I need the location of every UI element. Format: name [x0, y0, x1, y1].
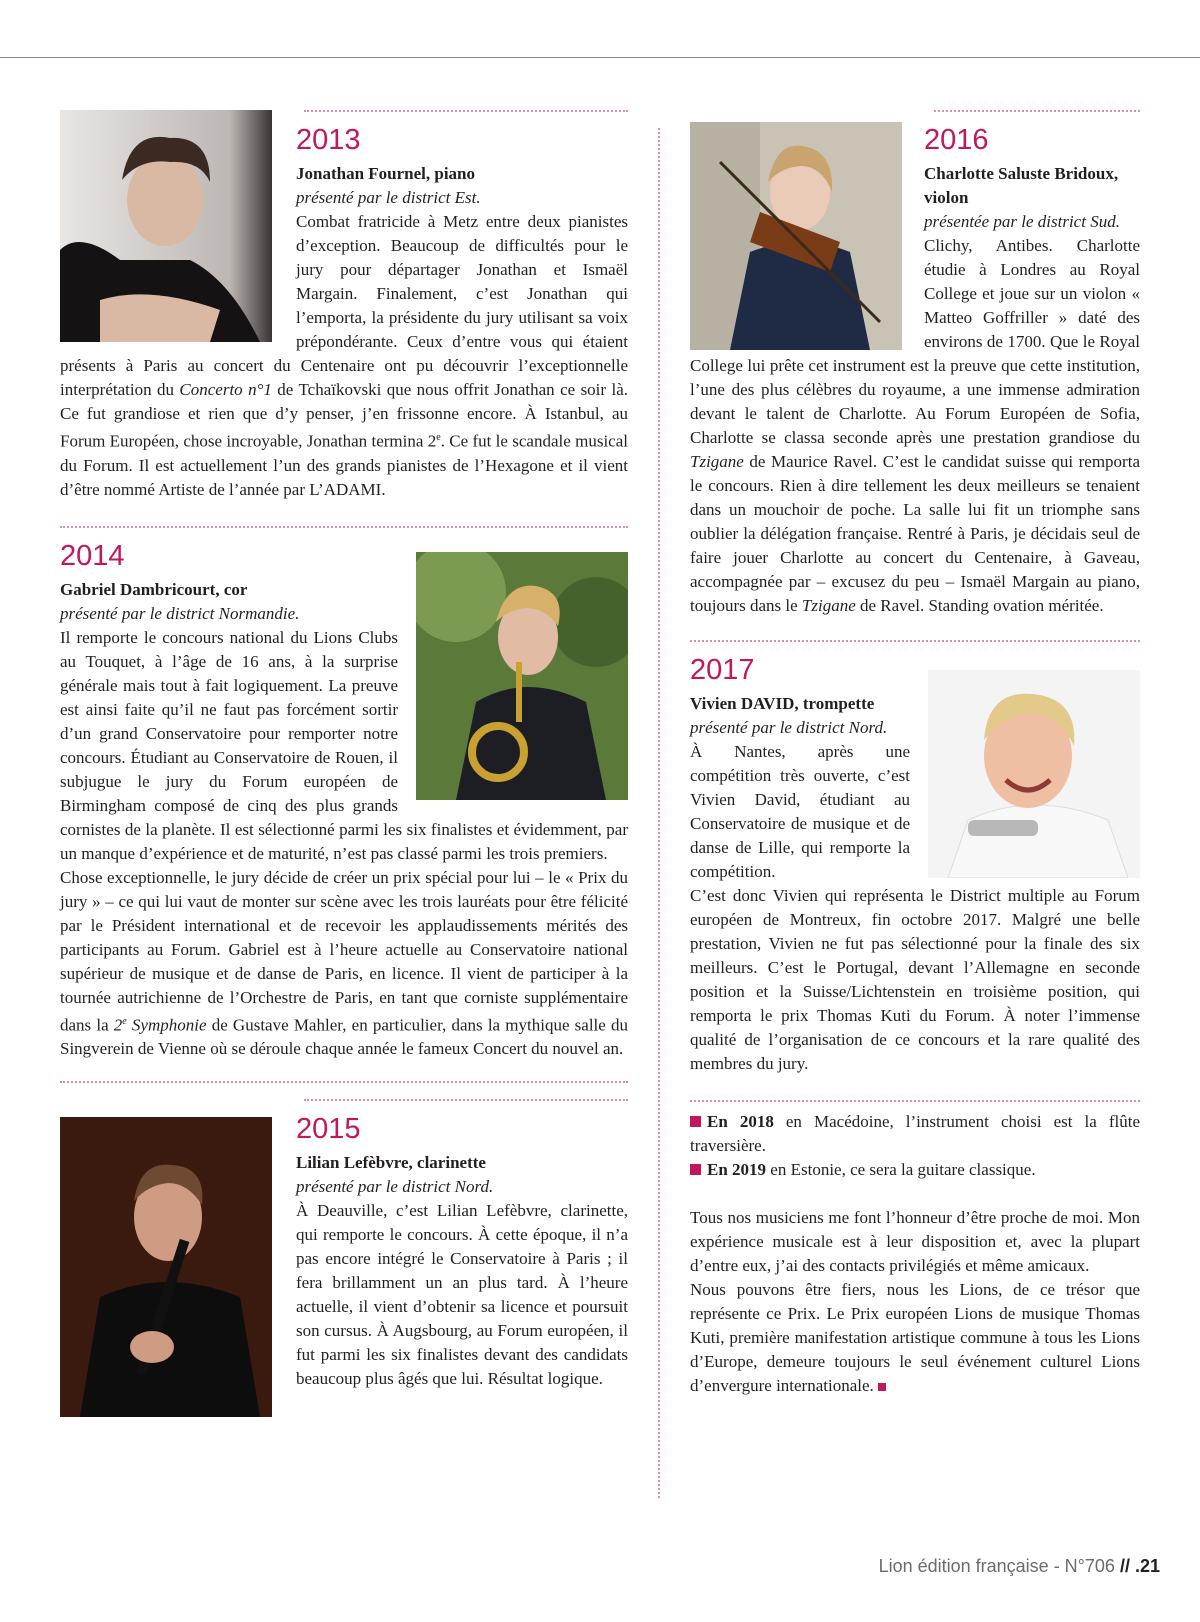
section-text: Clichy, Antibes. Charlotte étudie à Londres au Royal College et joue sur un violon « Matteo Goffriller » daté des environs de 1700. Que le Royal College lui prête cet instrument est la preuve que cette institution, l’une des plus célèbres du royaume, a une immense admiration devant le talent de Charlotte. Au Forum Européen de Sofia, Charlotte se classa seconde après une prestation grandiose du Tzigane de Maurice Ravel. C’est le candidat suisse qui remporta le concours. Rien à dire tellement les deux meilleurs se tenaient dans un mouchoir de poche. La salle lui fit un triomphe sans oublier la délégation française. Rentré à Paris, je décidais seul de faire jouer Charlotte au concert du Centenaire, à Gaveau, accompagnée par – excusez du peu – Ismaël Margain au piano, toujours dans le Tzigane de Ravel. Standing ovation méritée.: [690, 236, 1140, 615]
square-bullet-icon: [690, 1164, 701, 1175]
page-number: .21: [1134, 1556, 1160, 1576]
district-line: présentée par le district Sud.: [924, 212, 1120, 231]
future-editions: [690, 1110, 1140, 1182]
footer-slashes: //: [1119, 1556, 1130, 1576]
section-text: À Nantes, après une compétition très ouverte, c’est Vivien David, étudiant au Conservatoire de musique et de danse de Lille, qui remporte la compétition.: [690, 742, 910, 881]
photo-lilian-lefebvre: [60, 1117, 272, 1417]
photo-gabriel-dambricourt: [416, 552, 628, 800]
separator: [934, 110, 1140, 112]
page-footer: [879, 1556, 1160, 1577]
edition-2019: En 2019 en Estonie, ce sera la guitare classique.: [690, 1158, 1140, 1182]
section-2017: [690, 652, 1140, 1076]
laureate-name: Gabriel Dambricourt, cor: [60, 579, 248, 599]
district-line: présenté par le district Nord.: [690, 718, 888, 737]
laureate-name: Charlotte Saluste Bridoux, violon: [924, 164, 1119, 207]
section-text: C’est donc Vivien qui représenta le District multiple au Forum européen de Montreux, fin octobre 2017. Malgré une belle prestation, Vivien ne fut pas sélectionné pour la finale des six meilleurs. C’est le Portugal, devant l’Allemagne en seconde position et la Suisse/Lichtenstein en troisième position, qui remporta le prix Thomas Kuti du Forum. À noter l’immense qualité de l’organisation de ce concours et la rare qualité des membres du jury.: [690, 886, 1140, 1073]
section-2013: [60, 110, 628, 502]
district-line: présenté par le district Normandie.: [60, 603, 300, 623]
district-line: présenté par le district Nord.: [296, 1177, 494, 1197]
laureate-name: Lilian Lefèbvre, clarinette: [296, 1153, 486, 1173]
section-text: Combat fratricide à Metz entre deux pianistes d’exception. Beaucoup de difficultés pour le jury pour départager Jonathan et Ismaël Margain. Finalement, c’est Jonathan qui l’emporta, la présidente du jury utilisant sa voix prépondérante. Ceux d’entre vous qui étaient présents à Paris au concert du Centenaire ont pu découvrir l’exceptionnelle interprétation du Concerto n°1 de Tchaïkovski que nous offrit Jonathan ce soir là. Ce fut grandiose et rien que d’y penser, j’en frissonne encore. À Istanbul, au Forum Européen, chose incroyable, Jonathan termina 2e. Ce fut le scandale musical du Forum. Il est actuellement l’un des grands pianistes de l’Hexagone et il vient d’être nommé Artiste de l’année par L’ADAMI.: [60, 212, 628, 499]
closing-text: [690, 1206, 1140, 1398]
square-bullet-icon: [690, 1116, 701, 1127]
right-column: [690, 110, 1140, 1398]
section-2014: [60, 538, 628, 1062]
top-rule: [0, 57, 1200, 58]
year-heading: 2015: [296, 1113, 361, 1146]
closing-paragraph: Nous pouvons être fiers, nous les Lions, de ce trésor que représente ce Prix. Le Prix européen Lions de musique Thomas Kuti, première manifestation artistique commune à tous les Lions d’Europe, demeure toujours le seul événement culturel Lions d’envergure internationale.: [690, 1280, 1140, 1395]
publication-name: Lion édition française - N°706: [878, 1556, 1115, 1576]
separator: [304, 1099, 628, 1101]
photo-charlotte-saluste-bridoux: [690, 122, 902, 350]
separator: [60, 526, 628, 528]
photo-jonathan-fournel: [60, 110, 272, 342]
column-divider: [658, 128, 660, 1498]
edition-2018: En 2018 en Macédoine, l’instrument choisi est la flûte traversière.: [690, 1112, 1140, 1155]
year-heading: 2017: [690, 654, 755, 686]
separator: [690, 640, 1140, 642]
section-2015: [60, 1099, 628, 1421]
laureate-name: Vivien DAVID, trompette: [690, 694, 875, 713]
section-2016: [690, 110, 1140, 618]
section-text: Chose exceptionnelle, le jury décide de créer un prix spécial pour lui – le « Prix du jury » – ce qui lui vaut de monter sur scène avec les trois lauréats pour être félicité par le Président international et de recevoir les applaudissements mérités des participants au Forum. Gabriel est à l’heure actuelle au Conservatoire national supérieur de musique et de danse de Paris, en licence. Il vient de participer à la tournée autrichienne de l’Orchestre de Paris, en tant que corniste supplémentaire dans la 2e Symphonie de Gustave Mahler, en particulier, dans la mythique salle du Singverein de Vienne où se déroule chaque année le fameux Concert du nouvel an.: [60, 867, 628, 1059]
year-heading: 2016: [924, 124, 989, 156]
laureate-name: Jonathan Fournel, piano: [296, 164, 476, 183]
separator: [60, 1081, 628, 1083]
separator: [690, 1100, 1140, 1102]
end-mark-icon: [878, 1383, 886, 1391]
section-text: Il remporte le concours national du Lions Clubs au Touquet, à l’âge de 16 ans, à la surprise générale mais tout à fait logiquement. La preuve est ainsi faite qu’il ne faut pas forcément sortir d’un grand Conservatoire pour remporter notre concours. Étudiant au Conservatoire de Rouen, il subjugue le jury du Forum européen de Birmingham composé de cinq des plus grands cornistes de la planète. Il est sélectionné parmi les six finalistes et évidemment, par un manque d’expérience et de maturité, n’est pas classé parmi les trois premiers.: [60, 627, 628, 863]
year-heading: 2013: [296, 124, 361, 156]
photo-vivien-david: [928, 670, 1140, 878]
closing-paragraph: Tous nos musiciens me font l’honneur d’être proche de moi. Mon expérience musicale est à leur disposition et, avec la plupart d’entre eux, j’ai des contacts privilégiés et même amicaux.: [690, 1208, 1140, 1275]
left-column: [60, 110, 628, 1421]
year-heading: 2014: [60, 539, 125, 572]
separator: [304, 110, 628, 112]
district-line: présenté par le district Est.: [296, 188, 481, 207]
section-text: À Deauville, c’est Lilian Lefèbvre, clarinette, qui remporte le concours. À cette époque, il n’a pas encore intégré le Conservatoire à Paris ; il fera brillamment un an plus tard. À l’heure actuelle, il vient d’obtenir sa licence et poursuit son cursus. À Augsbourg, au Forum européen, il fut parmi les six finalistes devant des candidats beaucoup plus âgés que lui. Résultat logique.: [296, 1201, 628, 1389]
